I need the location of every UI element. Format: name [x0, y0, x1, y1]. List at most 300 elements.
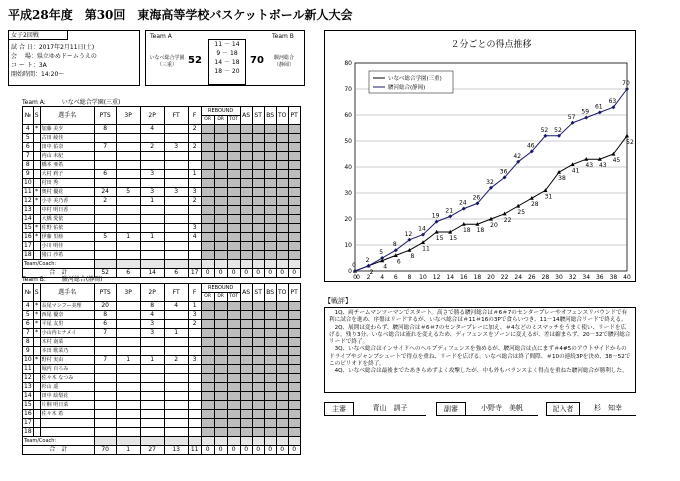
empty-stat-cell [227, 383, 240, 392]
player-name: 平尾 友里 [40, 320, 94, 329]
team-a-label: Team A [150, 33, 172, 40]
col-header-as: AS [240, 284, 252, 302]
player-number: 5 [23, 311, 34, 320]
player-fouls [188, 374, 201, 383]
player-row [23, 143, 301, 152]
empty-stat-cell [252, 410, 264, 419]
empty-stat-cell [264, 338, 276, 347]
player-row [23, 392, 301, 401]
empty-stat-cell [214, 179, 227, 188]
empty-stat-cell [214, 338, 227, 347]
player-ft [164, 233, 188, 242]
coach-cell [214, 260, 227, 269]
empty-stat-cell [288, 215, 300, 224]
player-fouls: 1 [188, 302, 201, 311]
data-label: 0 [356, 274, 360, 281]
commentary-heading: 【戦評】 [324, 297, 352, 305]
starter-mark: * [35, 197, 39, 204]
player-fouls: 2 [188, 125, 201, 134]
empty-stat-cell [276, 251, 288, 260]
empty-stat-cell [240, 401, 252, 410]
team-b-pref: （静岡） [273, 62, 294, 68]
col-header-as: AS [240, 107, 252, 125]
player-row [23, 374, 301, 383]
empty-stat-cell [227, 302, 240, 311]
player-ft: 3 [164, 188, 188, 197]
team-b-total: 70 [250, 55, 264, 66]
player-2p: 3 [140, 188, 164, 197]
empty-stat-cell [276, 320, 288, 329]
player-pts [94, 251, 116, 260]
data-label: 41 [571, 167, 580, 175]
player-row [23, 161, 301, 170]
player-row [23, 125, 301, 134]
empty-stat-cell [252, 197, 264, 206]
player-2p: 1 [140, 356, 164, 365]
data-label: 46 [526, 142, 535, 150]
empty-stat-cell [288, 125, 300, 134]
empty-stat-cell [276, 152, 288, 161]
player-pts [94, 383, 116, 392]
quarter-row: 9 － 18 [216, 50, 238, 57]
player-ft [164, 206, 188, 215]
player-ft [164, 179, 188, 188]
player-pts: 5 [94, 233, 116, 242]
player-pts: 7 [94, 356, 116, 365]
empty-stat-cell [214, 152, 227, 161]
empty-stat-cell [252, 428, 264, 437]
player-name: 猪口 沙希 [40, 251, 94, 260]
empty-stat-cell [264, 419, 276, 428]
player-name: 古田 綾佳 [40, 134, 94, 143]
empty-stat-cell [288, 134, 300, 143]
chart-title: ２分ごとの得点推移 [450, 40, 532, 50]
empty-stat-cell [214, 311, 227, 320]
player-2p: 1 [140, 197, 164, 206]
coach-cell [288, 437, 300, 446]
commentary-paragraph: 4Q、いなべ総合は最後までたあきらめずよく攻撃したが、中も外もバランスよく得点を重ねた駿河総合が勝利した。 [329, 368, 628, 375]
empty-stat-cell [252, 392, 264, 401]
player-row [23, 419, 301, 428]
empty-stat-cell [240, 134, 252, 143]
empty-stat-cell [201, 347, 214, 356]
total-ft: 13 [164, 446, 188, 455]
player-3p: 5 [116, 188, 140, 197]
empty-stat-cell [288, 383, 300, 392]
player-fouls [188, 329, 201, 338]
player-number: 14 [24, 215, 32, 222]
empty-stat-cell [214, 161, 227, 170]
player-ft [164, 401, 188, 410]
player-3p [116, 428, 140, 437]
empty-stat-cell [201, 206, 214, 215]
player-3p [116, 410, 140, 419]
col-header-pts: PTS [94, 107, 116, 125]
empty-stat-cell [240, 197, 252, 206]
player-name: 田中 絵梨花 [40, 392, 94, 401]
empty-stat-cell [264, 302, 276, 311]
empty-stat-cell [214, 188, 227, 197]
col-header-ft: FT [164, 284, 188, 302]
empty-stat-cell [240, 179, 252, 188]
empty-stat-cell [214, 206, 227, 215]
player-2p: 4 [140, 125, 164, 134]
empty-stat-cell [227, 215, 240, 224]
player-ft [164, 320, 188, 329]
empty-stat-cell [201, 233, 214, 242]
player-number: 12 [24, 374, 32, 381]
empty-stat-cell [252, 134, 264, 143]
empty-stat-cell [214, 125, 227, 134]
empty-stat-cell [227, 143, 240, 152]
empty-stat-cell [276, 125, 288, 134]
player-pts [94, 206, 116, 215]
empty-stat-cell [276, 419, 288, 428]
player-2p [140, 419, 164, 428]
umpire-name: 小野寺 美帆 [466, 402, 538, 416]
empty-stat-cell [276, 311, 288, 320]
data-label: 25 [517, 209, 526, 216]
start-time: 14:20～ [41, 71, 65, 78]
player-number: 17 [24, 419, 32, 426]
empty-stat-cell [276, 215, 288, 224]
empty-stat-cell [288, 329, 300, 338]
player-3p [116, 197, 140, 206]
empty-stat-cell [252, 179, 264, 188]
player-fouls [188, 419, 201, 428]
player-name: 小寺 美乃香 [40, 197, 94, 206]
data-label: 8 [410, 253, 415, 261]
player-ft [164, 215, 188, 224]
player-row [23, 152, 301, 161]
empty-stat-cell [288, 242, 300, 251]
player-pts [94, 134, 116, 143]
total-f: 11 [188, 446, 201, 455]
empty-stat-cell [240, 143, 252, 152]
empty-stat-cell [227, 188, 240, 197]
player-fouls: 2 [188, 143, 201, 152]
total-row [23, 446, 301, 455]
player-2p: 2 [140, 143, 164, 152]
player-ft [164, 197, 188, 206]
player-fouls [188, 365, 201, 374]
player-fouls: 1 [188, 170, 201, 179]
player-pts [94, 152, 116, 161]
col-header-pt: PT [288, 284, 300, 302]
player-ft [164, 383, 188, 392]
player-number: 13 [24, 383, 32, 390]
division-label: 女子2回戦 [8, 30, 68, 40]
empty-stat-cell [264, 233, 276, 242]
empty-stat-cell [240, 311, 252, 320]
player-3p [116, 251, 140, 260]
starter-mark [33, 251, 40, 260]
y-tick-label: 0 [348, 268, 352, 275]
player-3p [116, 134, 140, 143]
empty-stat-cell [288, 392, 300, 401]
empty-stat-cell [227, 311, 240, 320]
data-label: 31 [544, 193, 553, 201]
player-2p: 4 [140, 311, 164, 320]
total-zero: 0 [252, 446, 264, 455]
chart-svg [325, 31, 637, 283]
player-number: 11 [24, 188, 32, 195]
start-label: 開始時間： [11, 71, 42, 78]
starter-mark [33, 215, 40, 224]
player-name: 野村 実由 [40, 356, 94, 365]
commentary-paragraph: 2Q、展開は変わらず、駿河総合は＃6＃7のセンタープレーに加え、＃4などのミスマッチをうまく使い、リードを広げる。残り3分、いなべ総合は流れを変えるため、ディフェンスをゾーンに変えるが、差は縮まらず、20－32で駿河総合リードで終了。 [329, 324, 631, 346]
col-header-no: № [23, 107, 34, 125]
empty-stat-cell [264, 401, 276, 410]
empty-stat-cell [240, 374, 252, 383]
total-zero: 0 [240, 446, 252, 455]
player-row [23, 224, 301, 233]
data-label: 0 [352, 262, 356, 269]
empty-stat-cell [276, 401, 288, 410]
empty-stat-cell [214, 374, 227, 383]
empty-stat-cell [252, 188, 264, 197]
empty-stat-cell [288, 188, 300, 197]
empty-stat-cell [288, 365, 300, 374]
total-zero: 0 [288, 269, 300, 278]
player-pts [94, 365, 116, 374]
player-pts [94, 161, 116, 170]
total-zero: 0 [214, 269, 227, 278]
empty-stat-cell [201, 134, 214, 143]
player-fouls [188, 347, 201, 356]
starter-mark: * [35, 233, 39, 240]
empty-stat-cell [252, 419, 264, 428]
starter-mark [33, 383, 40, 392]
empty-stat-cell [276, 224, 288, 233]
empty-stat-cell [214, 356, 227, 365]
col-header-no: № [23, 284, 34, 302]
player-ft [164, 242, 188, 251]
player-pts: 8 [94, 311, 116, 320]
player-2p: 3 [140, 329, 164, 338]
data-label: 38 [558, 175, 566, 183]
player-pts [94, 419, 116, 428]
starter-mark [33, 428, 40, 437]
empty-stat-cell [276, 179, 288, 188]
player-ft [164, 428, 188, 437]
player-name: 本田 歌菜乃 [40, 347, 94, 356]
empty-stat-cell [264, 134, 276, 143]
header-row [23, 107, 301, 116]
data-label: 15 [435, 235, 444, 242]
empty-stat-cell [252, 215, 264, 224]
empty-stat-cell [240, 233, 252, 242]
player-number: 15 [24, 401, 32, 408]
total-label: 合 計 [23, 269, 95, 278]
empty-stat-cell [264, 347, 276, 356]
empty-stat-cell [227, 224, 240, 233]
empty-stat-cell [227, 179, 240, 188]
score-board [145, 30, 305, 86]
starter-mark [33, 143, 40, 152]
empty-stat-cell [264, 311, 276, 320]
starter-mark: * [35, 302, 39, 309]
player-3p [116, 224, 140, 233]
empty-stat-cell [252, 401, 264, 410]
empty-stat-cell [227, 365, 240, 374]
x-tick-label: 4 [380, 274, 385, 281]
x-tick-label: 16 [459, 274, 468, 281]
player-pts: 7 [94, 143, 116, 152]
coach-cell [94, 437, 116, 446]
empty-stat-cell [252, 320, 264, 329]
empty-stat-cell [264, 365, 276, 374]
empty-stat-cell [252, 374, 264, 383]
empty-stat-cell [252, 125, 264, 134]
empty-stat-cell [276, 347, 288, 356]
total-zero: 0 [264, 446, 276, 455]
empty-stat-cell [201, 311, 214, 320]
total-zero: 0 [240, 269, 252, 278]
x-tick-label: 22 [500, 274, 509, 281]
empty-stat-cell [201, 197, 214, 206]
data-label: 32 [486, 178, 494, 186]
empty-stat-cell [264, 428, 276, 437]
coach-cell [116, 437, 140, 446]
empty-stat-cell [201, 215, 214, 224]
col-header-to: TO [276, 284, 288, 302]
player-row [23, 251, 301, 260]
player-number: 14 [24, 392, 32, 399]
player-name: 佐野 佑依 [40, 224, 94, 233]
empty-stat-cell [264, 143, 276, 152]
player-3p [116, 215, 140, 224]
empty-stat-cell [214, 320, 227, 329]
empty-stat-cell [264, 224, 276, 233]
empty-stat-cell [288, 233, 300, 242]
coach-cell [164, 260, 188, 269]
team-a-full-name: いなべ総合学園(三重) [61, 99, 121, 106]
col-header-mark: S [33, 284, 40, 302]
data-label: 15 [449, 235, 458, 242]
player-2p [140, 383, 164, 392]
court: 3A [38, 62, 47, 69]
player-name: 杉山 遥 [40, 383, 94, 392]
empty-stat-cell [252, 329, 264, 338]
player-3p [116, 143, 140, 152]
quarter-row: 18 － 20 [214, 68, 240, 75]
coach-cell [240, 260, 252, 269]
col-header-rebound: REBOUND [201, 284, 240, 293]
col-header-tot: TOT [227, 293, 240, 302]
player-3p [116, 179, 140, 188]
player-ft [164, 392, 188, 401]
col-header-player: 選手名 [40, 107, 94, 125]
col-header-pt: PT [288, 107, 300, 125]
x-tick-label: 36 [595, 274, 604, 281]
team-b-name: 駿河総合 [273, 55, 294, 61]
empty-stat-cell [214, 242, 227, 251]
team-a-label-text: Team A: [22, 99, 46, 106]
player-3p [116, 161, 140, 170]
empty-stat-cell [288, 374, 300, 383]
player-row [23, 215, 301, 224]
player-3p [116, 419, 140, 428]
empty-stat-cell [276, 161, 288, 170]
date-label: 試 合 日： [11, 44, 39, 51]
player-name [40, 419, 94, 428]
total-p3: 1 [116, 446, 140, 455]
player-ft [164, 152, 188, 161]
x-tick-label: 20 [487, 274, 495, 281]
x-tick-label: 18 [473, 274, 482, 281]
empty-stat-cell [201, 143, 214, 152]
empty-stat-cell [264, 383, 276, 392]
empty-stat-cell [240, 161, 252, 170]
y-tick-label: 20 [344, 216, 352, 223]
player-pts: 20 [94, 302, 116, 311]
coach-cell [164, 437, 188, 446]
player-number: 8 [23, 338, 34, 347]
coach-row [23, 260, 301, 269]
empty-stat-cell [264, 161, 276, 170]
total-zero: 0 [227, 446, 240, 455]
player-pts [94, 392, 116, 401]
empty-stat-cell [227, 392, 240, 401]
empty-stat-cell [240, 365, 252, 374]
player-2p [140, 401, 164, 410]
player-3p [116, 206, 140, 215]
empty-stat-cell [276, 410, 288, 419]
empty-stat-cell [252, 233, 264, 242]
empty-stat-cell [264, 329, 276, 338]
player-name: 片桐 明日菜 [40, 401, 94, 410]
empty-stat-cell [288, 206, 300, 215]
team-b-label: Team B [272, 33, 294, 40]
x-tick-label: 6 [393, 274, 398, 281]
starter-mark: * [35, 356, 39, 363]
empty-stat-cell [276, 233, 288, 242]
data-label: 36 [499, 168, 508, 176]
player-fouls: 3 [188, 311, 201, 320]
starter-mark: * [35, 188, 39, 195]
player-3p [116, 311, 140, 320]
player-ft [164, 347, 188, 356]
empty-stat-cell [227, 125, 240, 134]
player-name: 小山内ヒナメイ [40, 329, 94, 338]
empty-stat-cell [288, 338, 300, 347]
total-pts: 70 [94, 446, 116, 455]
player-pts [94, 410, 116, 419]
empty-stat-cell [264, 392, 276, 401]
empty-stat-cell [201, 419, 214, 428]
empty-stat-cell [252, 152, 264, 161]
empty-stat-cell [240, 152, 252, 161]
player-ft [164, 170, 188, 179]
empty-stat-cell [276, 392, 288, 401]
game-date: 2017年2月11日(土) [38, 44, 95, 51]
player-pts: 6 [94, 320, 116, 329]
player-pts [94, 347, 116, 356]
x-tick-label: 8 [407, 274, 412, 281]
empty-stat-cell [264, 356, 276, 365]
player-name: 木村 南菜 [40, 338, 94, 347]
data-label: 11 [422, 245, 430, 253]
data-label: 52 [540, 126, 549, 134]
col-header-rebound: REBOUND [201, 107, 240, 116]
x-tick-label: 26 [527, 274, 536, 281]
player-2p [140, 161, 164, 170]
starter-mark [33, 365, 40, 374]
quarter-scores [208, 39, 246, 85]
player-fouls [188, 134, 201, 143]
player-name: 内山 未紀 [40, 152, 94, 161]
